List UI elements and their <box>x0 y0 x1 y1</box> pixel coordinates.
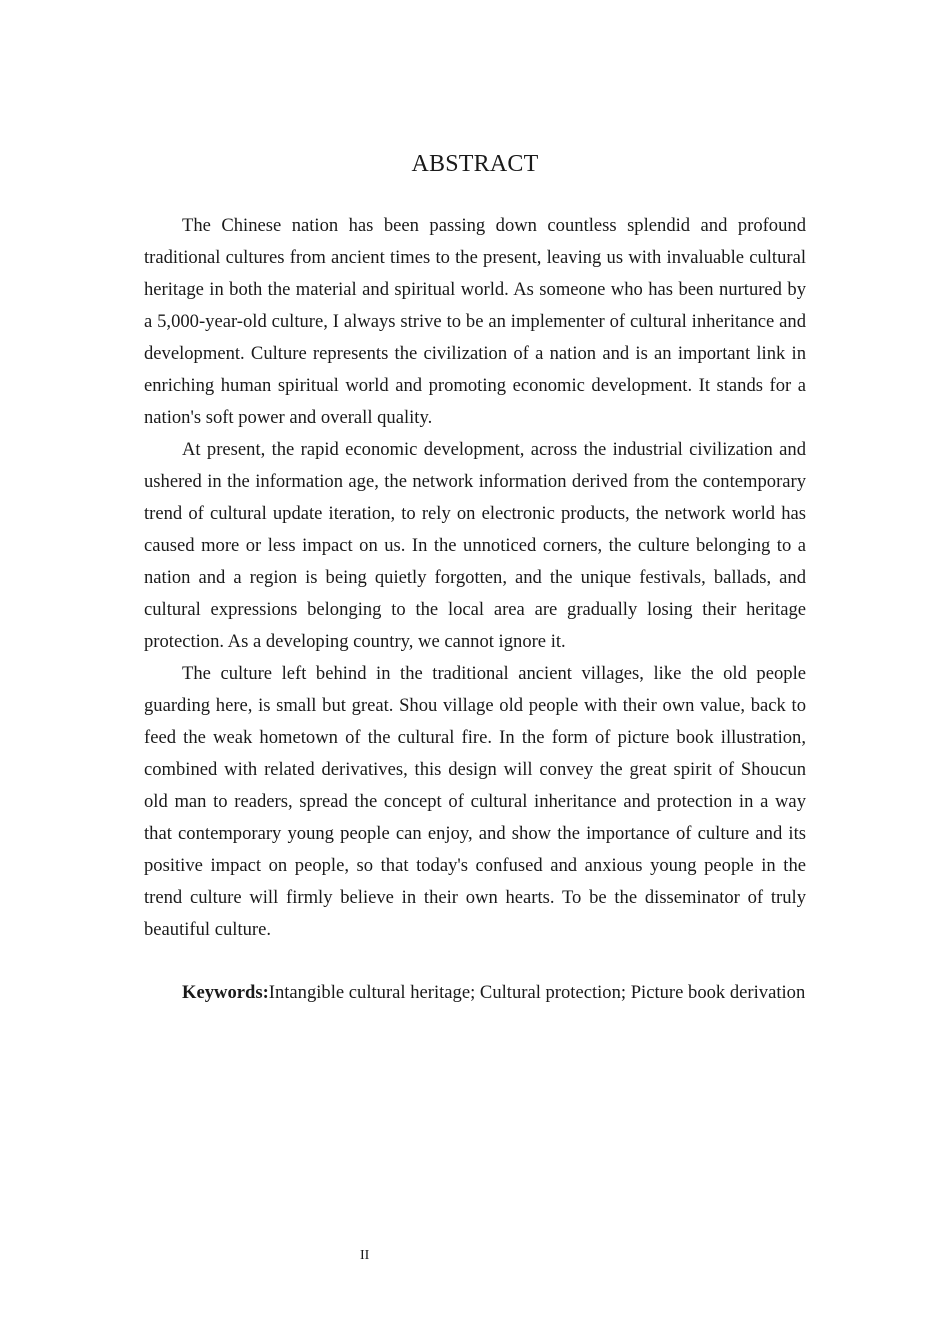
keywords-text: Intangible cultural heritage; Cultural protection; Picture book derivation <box>268 982 806 1003</box>
keywords-label: Keywords: <box>182 982 269 1003</box>
abstract-paragraph-3: The culture left behind in the traditional ancient villages, like the old people guarding here, is small but great. Shou village old people with their own value, back to feed the weak hometown of the cultural fire. In the form of picture book illustration, combined with related derivatives, this design will convey the great spirit of Shoucun old man to readers, spread the concept of cultural inheritance and protection in a way that contemporary young people can enjoy, and show the importance of culture and its positive impact on people, so that today's confused and anxious young people in the trend culture will firmly believe in their own hearts. To be the disseminator of truly beautiful culture. <box>144 663 806 940</box>
keywords-line <box>144 977 806 1009</box>
abstract-paragraph-1: The Chinese nation has been passing down countless splendid and profound traditional cultures from ancient times to the present, leaving us with invaluable cultural heritage in both the material and spiritual world. As someone who has been nurtured by a 5,000-year-old culture, I always strive to be an implementer of cultural inheritance and development. Culture represents the civilization of a nation and is an important link in enriching human spiritual world and promoting economic development. It stands for a nation's soft power and overall quality. <box>144 215 806 428</box>
page-number: II <box>360 1248 370 1263</box>
abstract-paragraph-2: At present, the rapid economic development, across the industrial civilization and ushered in the information age, the network information derived from the contemporary trend of cultural update iteration, to rely on electronic products, the network world has caused more or less impact on us. In the unnoticed corners, the culture belonging to a nation and a region is being quietly forgotten, and the unique festivals, ballads, and cultural expressions belonging to the local area are gradually losing their heritage protection. As a developing country, we cannot ignore it. <box>144 439 806 652</box>
abstract-body <box>144 210 806 1009</box>
abstract-title: ABSTRACT <box>411 151 539 177</box>
